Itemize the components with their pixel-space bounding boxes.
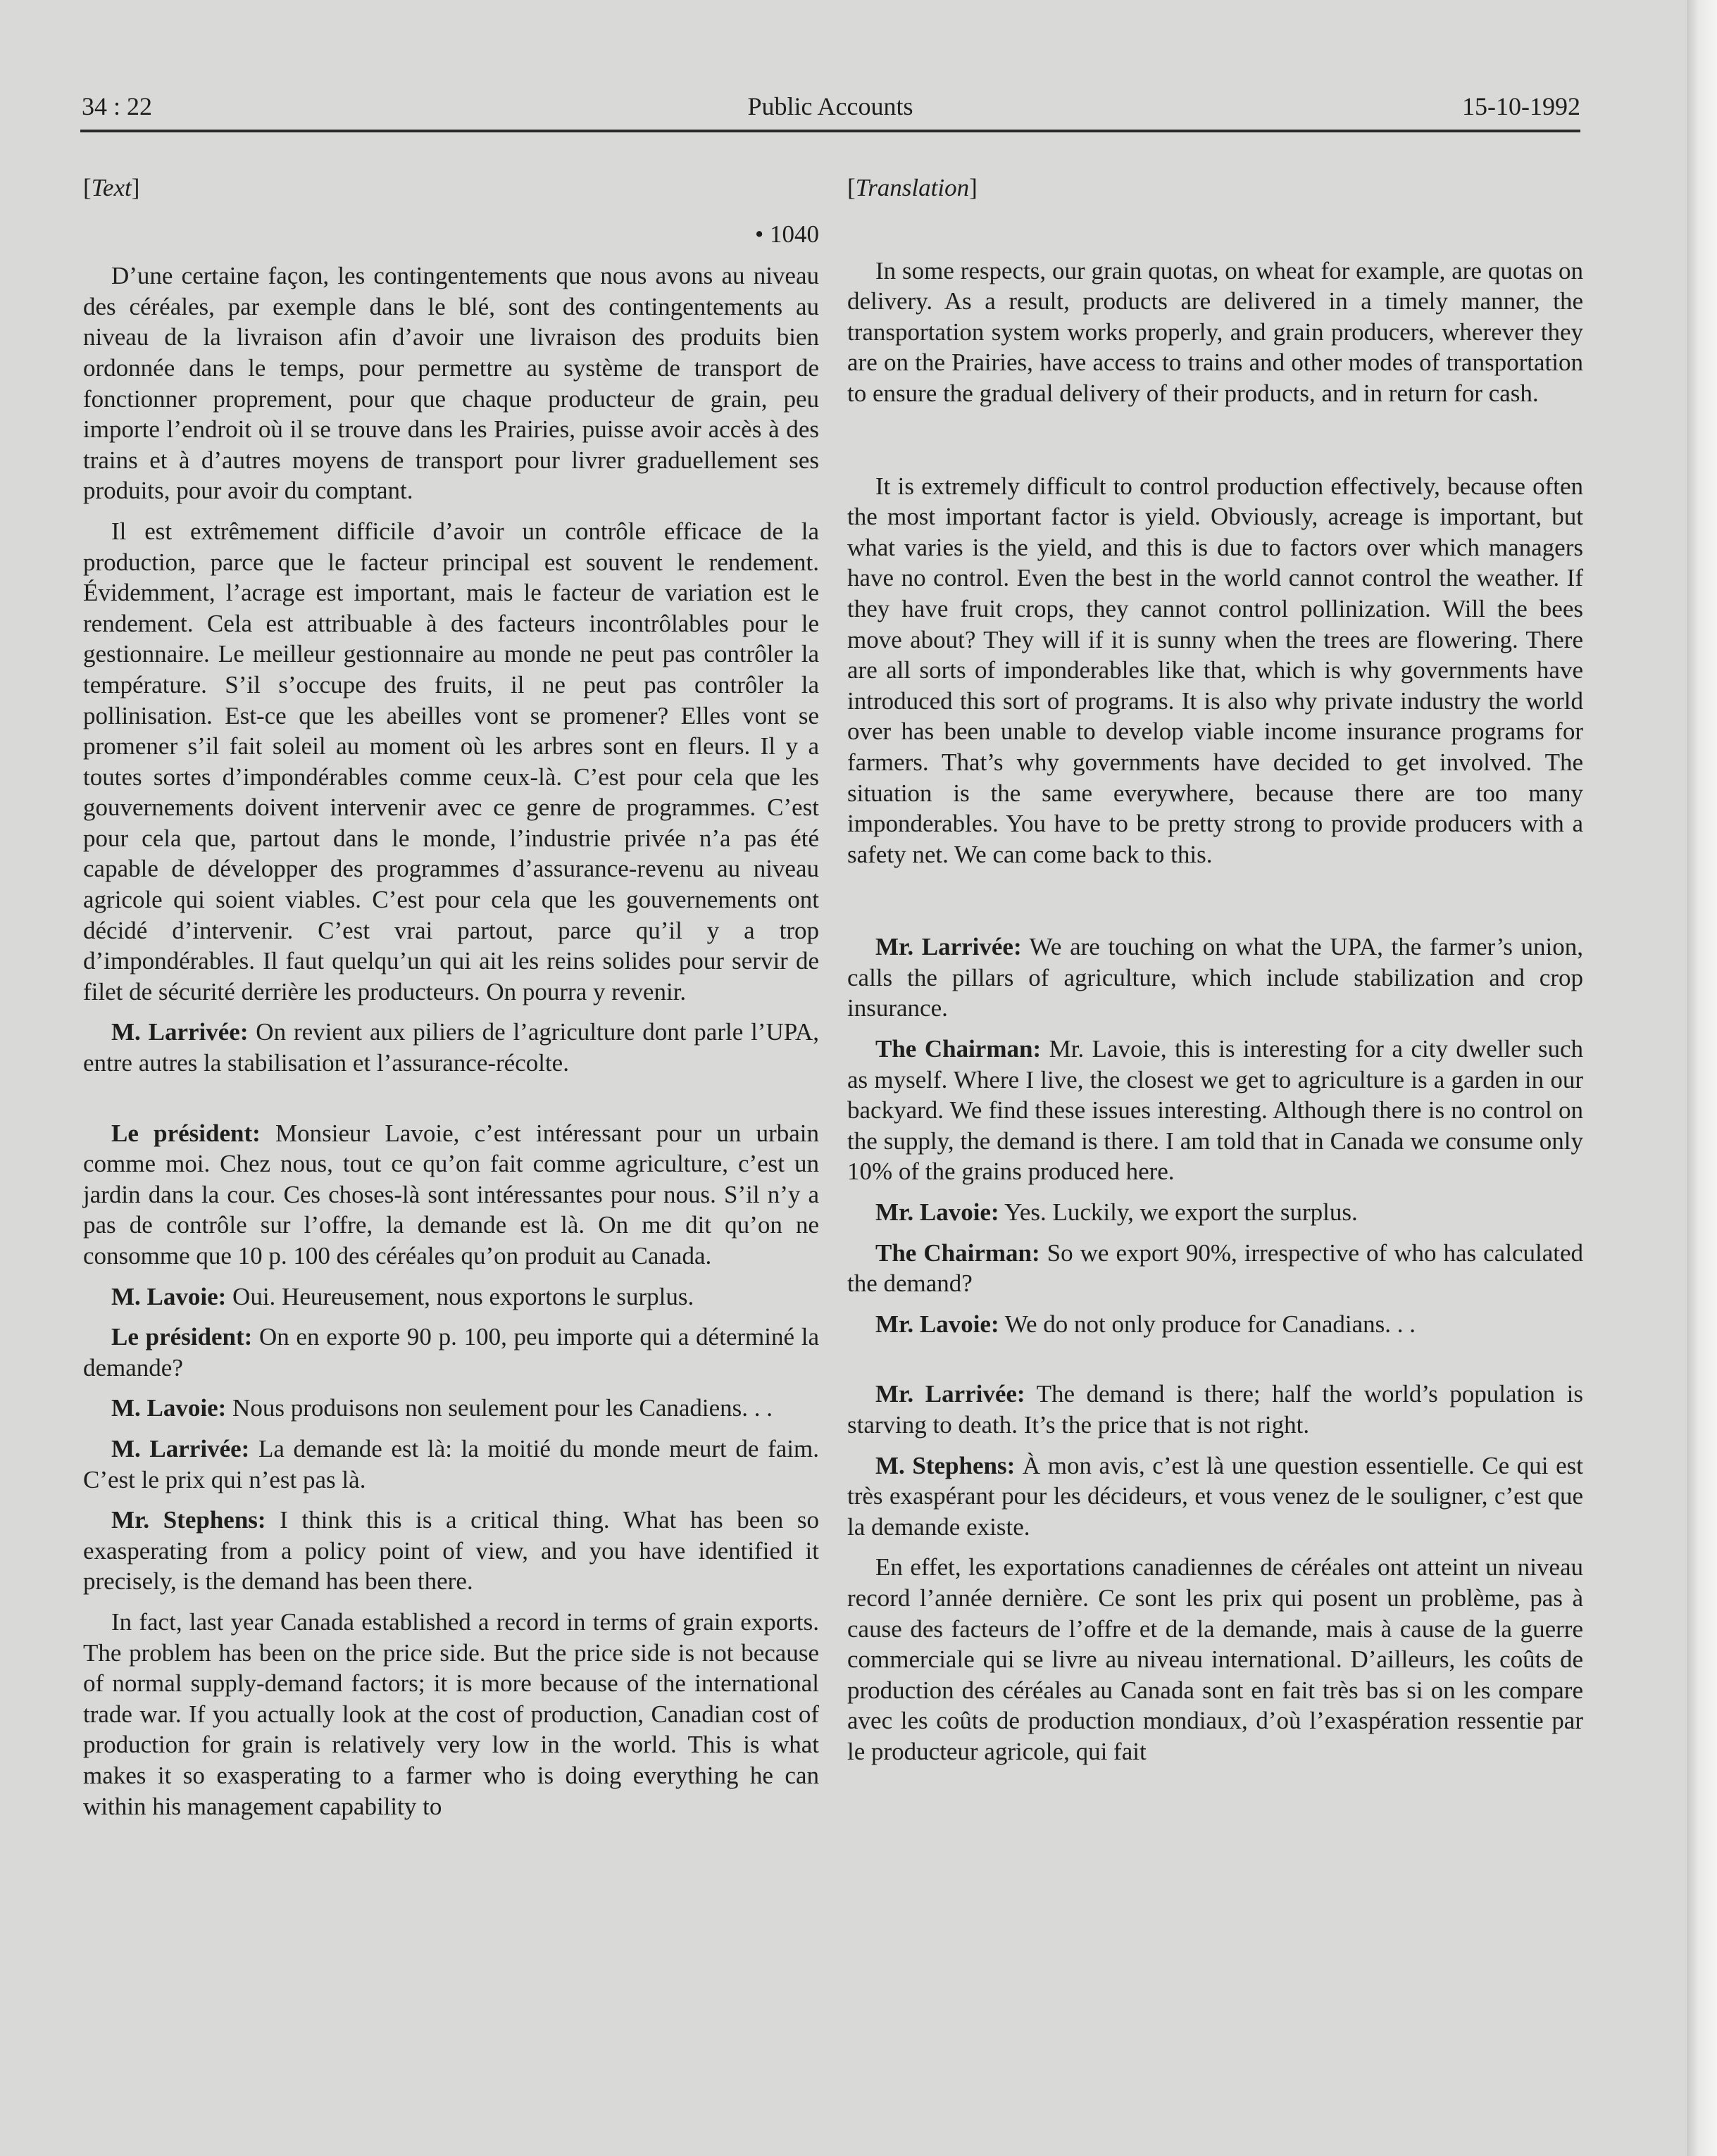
paragraph: Mr. Stephens: I think this is a critical thing. What has been so exasperating from a policy point of view, and you have identified it precisely, is the demand has been there. bbox=[83, 1506, 819, 1596]
paragraph: Le président: Monsieur Lavoie, c’est intéressant pour un urbain comme moi. Chez nous, tout ce qu’on fait comme agriculture, c’est un jardin dans la cour. Ces choses-là sont intéressantes pour nous. S’il n’y a pas de contrôle sur l’offre, la demande est là. On me dit qu’on ne consomme que 10 p. 100 des céréales qu’on produit au Canada. bbox=[83, 1119, 819, 1270]
speaker-name: Mr. Lavoie: bbox=[875, 1310, 999, 1338]
paragraph: M. Lavoie: Nous produisons non seulement pour les Canadiens. . . bbox=[111, 1394, 773, 1422]
speaker-name: Le président: bbox=[111, 1323, 253, 1351]
speaker-name: M. Larrivée: bbox=[111, 1018, 249, 1046]
paragraph: Le président: On en exporte 90 p. 100, peu importe qui a déterminé la demande? bbox=[83, 1323, 819, 1381]
paragraph: The Chairman: So we export 90%, irrespective of who has calculated the demand? bbox=[847, 1239, 1583, 1298]
paragraph: Mr. Larrivée: The demand is there; half the world’s population is starving to death. It’s the price that is not right. bbox=[847, 1380, 1583, 1439]
page-edge bbox=[1687, 0, 1717, 2156]
speaker-name: The Chairman: bbox=[875, 1239, 1040, 1267]
right-column bbox=[847, 173, 1583, 1777]
paragraph: M. Lavoie: Oui. Heureusement, nous exportons le surplus. bbox=[111, 1282, 694, 1310]
paragraph: Il est extrêmement difficile d’avoir un contrôle efficace de la production, parce que le facteur principal est souvent le rendement. Évidemment, l’acrage est important, mais le facteur de variation est le rendement. Cela est attribuable à des facteurs incontrôlables pour le gestionnaire. Le meilleur gestionnaire au monde ne peut pas contrôler la température. S’il s’occupe des fruits, il ne peut pas contrôler la pollinisation. Est-ce que les abeilles vont se promener? Elles vont se promener s’il fait soleil au moment où les arbres sont en fleurs. Il y a toutes sortes d’impondérables comme ceux-là. C’est pour cela que les gouvernements doivent intervenir avec ce genre de programmes. C’est pour cela que, partout dans le monde, l’industrie privée n’a pas été capable de développer des programmes d’assurance-revenu au niveau agricole qui soient viables. C’est pour cela que les gouvernements ont décidé d’intervenir. C’est vrai partout, parce qu’il y a trop d’impondérables. Il faut quelqu’un qui ait les reins solides pour servir de filet de sécurité derrière les producteurs. On pourra y revenir. bbox=[83, 517, 819, 1005]
paragraph: M. Stephens: À mon avis, c’est là une question essentielle. Ce qui est très exaspérant pour les décideurs, et vous venez de le souligner, c’est que la demande existe. bbox=[847, 1451, 1583, 1541]
column-label: [Text] bbox=[83, 174, 140, 201]
paragraph: M. Larrivée: On revient aux piliers de l’agriculture dont parle l’UPA, entre autres la stabilisation et l’assurance-récolte. bbox=[83, 1018, 819, 1077]
column-label: [Translation] bbox=[847, 174, 978, 201]
header-date: 15-10-1992 bbox=[1462, 92, 1580, 120]
speaker-name: Mr. Stephens: bbox=[111, 1506, 266, 1534]
paragraph: Mr. Larrivée: We are touching on what the UPA, the farmer’s union, calls the pillars of agriculture, which include stabilization and crop insurance. bbox=[847, 933, 1583, 1022]
paragraph: In fact, last year Canada established a record in terms of grain exports. The problem has been on the price side. But the price side is not because of normal supply-demand factors; it is more because of the international trade war. If you actually look at the cost of production, Canadian cost of production for grain is relatively very low in the world. This is what makes it so exasperating to a farmer who is doing everything he can within his management capability to bbox=[83, 1607, 819, 1820]
header-title: Public Accounts bbox=[747, 92, 913, 120]
paragraph: En effet, les exportations canadiennes de céréales ont atteint un niveau record l’année dernière. Ce sont les prix qui posent un problème, pas à cause des facteurs de l’offre et de la demande, mais à cause de la guerre commerciale qui se livre au niveau international. D’ailleurs, les coûts de production des céréales au Canada sont en fait très bas si on les compare avec les coûts de production mondiaux, d’où l’exaspération ressentie par le producteur agricole, qui fait bbox=[847, 1553, 1583, 1765]
paragraph: Mr. Lavoie: Yes. Luckily, we export the surplus. bbox=[875, 1198, 1358, 1227]
paragraph: The Chairman: Mr. Lavoie, this is interesting for a city dweller such as myself. Where I live, the closest we get to agriculture is a garden in our backyard. We find these issues interesting. Although there is no control on the supply, the demand is there. I am told that in Canada we consume only 10% of the grains produced here. bbox=[847, 1035, 1584, 1186]
paragraph: It is extremely difficult to control production effectively, because often the most important factor is yield. Obviously, acreage is important, but what varies is the yield, and this is due to factors over which managers have no control. Even the best in the world cannot control the weather. If they have fruit crops, they cannot control pollinization. Will the bees move about? They will if it is sunny when the trees are flowering. There are all sorts of imponderables like that, which is why governments have introduced this sort of programs. It is also why private industry the world over has been unable to develop viable income insurance programs for farmers. That’s why governments have decided to get involved. The situation is the same everywhere, because there are too many imponderables. You have to be pretty strong to provide producers with a safety net. We can come back to this. bbox=[847, 472, 1583, 868]
speaker-name: M. Lavoie: bbox=[111, 1394, 227, 1422]
paragraph: M. Larrivée: La demande est là: la moitié du monde meurt de faim. C’est le prix qui n’est pas là. bbox=[83, 1434, 819, 1493]
speaker-name: Mr. Larrivée: bbox=[875, 933, 1022, 961]
running-header bbox=[80, 90, 1580, 132]
speaker-name: The Chairman: bbox=[875, 1035, 1042, 1063]
paragraph: D’une certaine façon, les contingentements que nous avons au niveau des céréales, par exemple dans le blé, sont des contingentements au niveau de la livraison afin d’avoir une livraison des produits bien ordonnée dans le temps, pour permettre au système de transport de fonctionner proprement, pour que chaque producteur de grain, peu importe l’endroit où il se trouve dans les Prairies, puisse avoir accès à des trains et à d’autres moyens de transport pour livrer graduellement ses produits, pour avoir du comptant. bbox=[83, 262, 819, 505]
speaker-name: M. Stephens: bbox=[875, 1451, 1016, 1479]
time-marker: • 1040 bbox=[754, 220, 819, 248]
paragraph: Mr. Lavoie: We do not only produce for Canadians. . . bbox=[875, 1310, 1416, 1338]
speaker-name: Le président: bbox=[111, 1119, 261, 1147]
speaker-name: Mr. Lavoie: bbox=[875, 1198, 999, 1227]
page-number: 34 : 22 bbox=[82, 92, 153, 120]
left-column bbox=[83, 173, 819, 1831]
paragraph: In some respects, our grain quotas, on wheat for example, are quotas on delivery. As a result, products are delivered in a timely manner, the transportation system works properly, and grain producers, wherever they are on the Prairies, have access to trains and other modes of transportation to ensure the gradual delivery of their products, and in return for cash. bbox=[847, 256, 1583, 407]
speaker-name: Mr. Larrivée: bbox=[875, 1380, 1025, 1408]
speaker-name: M. Lavoie: bbox=[111, 1282, 227, 1310]
speaker-name: M. Larrivée: bbox=[111, 1434, 250, 1462]
